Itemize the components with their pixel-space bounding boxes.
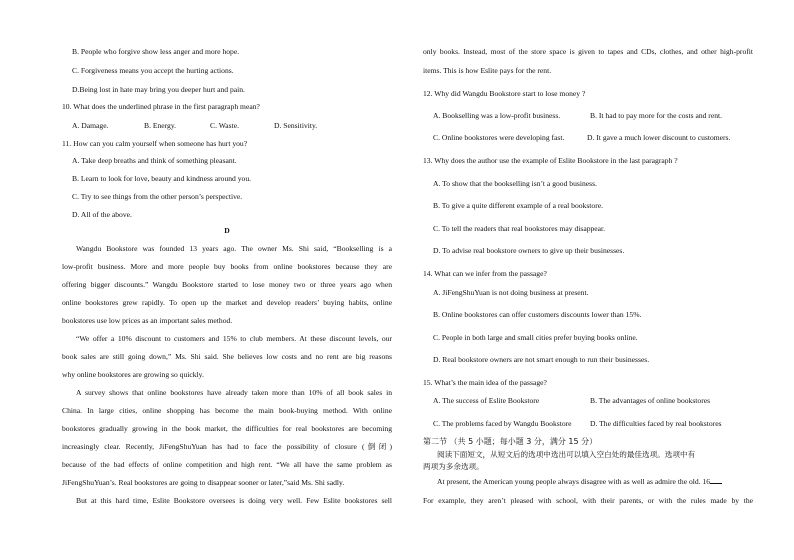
passage-line: bookstores use low prices as an important sales method. [62, 316, 233, 325]
passage-line: why online bookstores are growing so quickly. [62, 370, 204, 379]
q13-option-c: C. To tell the readers that real bookstores may disappear. [433, 224, 606, 233]
q9-option-d: D.Being lost in hate may bring you deeper hurt and pain. [72, 85, 245, 94]
q12-option-a: A. Bookselling was a low-profit business. [433, 111, 561, 120]
passage-line: JiFengShuYuan’s. Real bookstores are going to disappear sooner or later,”said Ms. Shi sadly. [62, 478, 345, 487]
q11-option-d: D. All of the above. [72, 210, 132, 219]
q14-stem: 14. What can we infer from the passage? [423, 269, 547, 278]
q10-option-a: A. Damage. [72, 121, 109, 130]
q11-option-a: A. Take deep breaths and think of something pleasant. [72, 156, 237, 165]
passage-continued-line: only books. Instead, most of the store space is given to tapes and CDs, clothes, and other high-profit [423, 47, 753, 56]
q11-option-c: C. Try to see things from the other person’s perspective. [72, 192, 243, 201]
q14-option-c: C. People in both large and small cities prefer buying books online. [433, 333, 638, 342]
q15-option-d: D. The difficulties faced by real bookstores [590, 419, 722, 428]
passage-line: increasingly clear. Recently, JiFengShuYuan has had to face the possibility of closure (倒闭) [62, 442, 392, 451]
q11-stem: 11. How can you calm yourself when someone has hurt you? [62, 139, 248, 148]
passage-line: A survey shows that online bookstores have already taken more than 10% of all book sales in [76, 388, 392, 397]
passage-line: China. In large cities, online shopping has become the main book-buying method. With online [62, 406, 392, 415]
passage-line: Wangdu Bookstore was founded 13 years ago. The owner Ms. Shi said, “Bookselling is a [76, 244, 392, 253]
q13-stem: 13. Why does the author use the example of Eslite Bookstore in the last paragraph ? [423, 156, 678, 165]
q14-option-d: D. Real bookstore owners are not smart enough to run their businesses. [433, 355, 650, 364]
section-label: D [224, 226, 230, 235]
section2-heading: 第二节 （共 5 小题；每小题 3 分，满分 15 分） [423, 437, 598, 446]
q15-option-c: C. The problems faced by Wangdu Bookstore [433, 419, 572, 428]
passage-line: because of the bad effects of online competition and high rent. “We all have the same problem as [62, 460, 392, 469]
q14-option-a: A. JiFengShuYuan is not doing business at present. [433, 288, 589, 297]
q10-option-c: C. Waste. [210, 121, 239, 130]
q10-option-b: B. Energy. [144, 121, 177, 130]
q14-option-b: B. Online bookstores can offer customers discounts lower than 15%. [433, 310, 642, 319]
q13-option-a: A. To show that the bookselling isn’t a good business. [433, 179, 597, 188]
q12-option-b: B. It had to pay more for the costs and rent. [590, 111, 723, 120]
q9-option-b: B. People who forgive show less anger and more hope. [72, 47, 240, 56]
passage2-line [437, 476, 722, 487]
passage-line: But at this hard time, Eslite Bookstore oversees is doing very well. Few Eslite bookstores sell [76, 496, 392, 505]
passage-continued-line: items. This is how Eslite pays for the rent. [423, 66, 552, 75]
passage-line: bookstores gradually growing in the book market, the difficulties for real bookstores are becoming [62, 424, 392, 433]
answer-blank-16[interactable] [710, 476, 722, 484]
passage-line: offering bigger discounts.” Wangdu Bookstore started to lose money two or three years ago when [62, 280, 392, 289]
passage-line: “We offer a 10% discount to customers and 15% to club members. At these discount levels, our [76, 334, 392, 343]
q15-option-a: A. The success of Eslite Bookstore [433, 396, 540, 405]
q9-option-c: C. Forgiveness means you accept the hurting actions. [72, 66, 234, 75]
q15-option-b: B. The advantages of online bookstores [590, 396, 711, 405]
q12-stem: 12. Why did Wangdu Bookstore start to lose money ? [423, 89, 586, 98]
section2-instruction: 阅读下面短文，从短文后的选项中选出可以填入空白处的最佳选项。选项中有 [437, 450, 696, 459]
q11-option-b: B. Learn to look for love, beauty and kindness around you. [72, 174, 252, 183]
passage2-text: At present, the American young people always disagree with as well as admire the old. 16 [437, 477, 711, 486]
q13-option-b: B. To give a quite different example of a real bookstore. [433, 201, 603, 210]
q10-stem: 10. What does the underlined phrase in the first paragraph mean? [62, 102, 260, 111]
passage-line: low-profit business. More and more people buy books from online bookstores because they are [62, 262, 392, 271]
q10-option-d: D. Sensitivity. [274, 121, 318, 130]
q12-option-c: C. Online bookstores were developing fast. [433, 133, 565, 142]
section2-instruction-cont: 两项为多余选项。 [423, 462, 484, 471]
q13-option-d: D. To advise real bookstore owners to give up their businesses. [433, 246, 625, 255]
passage2-line: For example, they aren’t pleased with school, with their parents, or with the rules made by the [423, 496, 753, 505]
passage-line: online bookstores grew rapidly. To open up the market and develop readers’ buying habits, online [62, 298, 392, 307]
q15-stem: 15. What’s the main idea of the passage? [423, 378, 547, 387]
passage-line: book sales are still going down,” Ms. Shi said. She believes low costs and no rent are big reasons [62, 352, 392, 361]
q12-option-d: D. It gave a much lower discount to customers. [587, 133, 731, 142]
